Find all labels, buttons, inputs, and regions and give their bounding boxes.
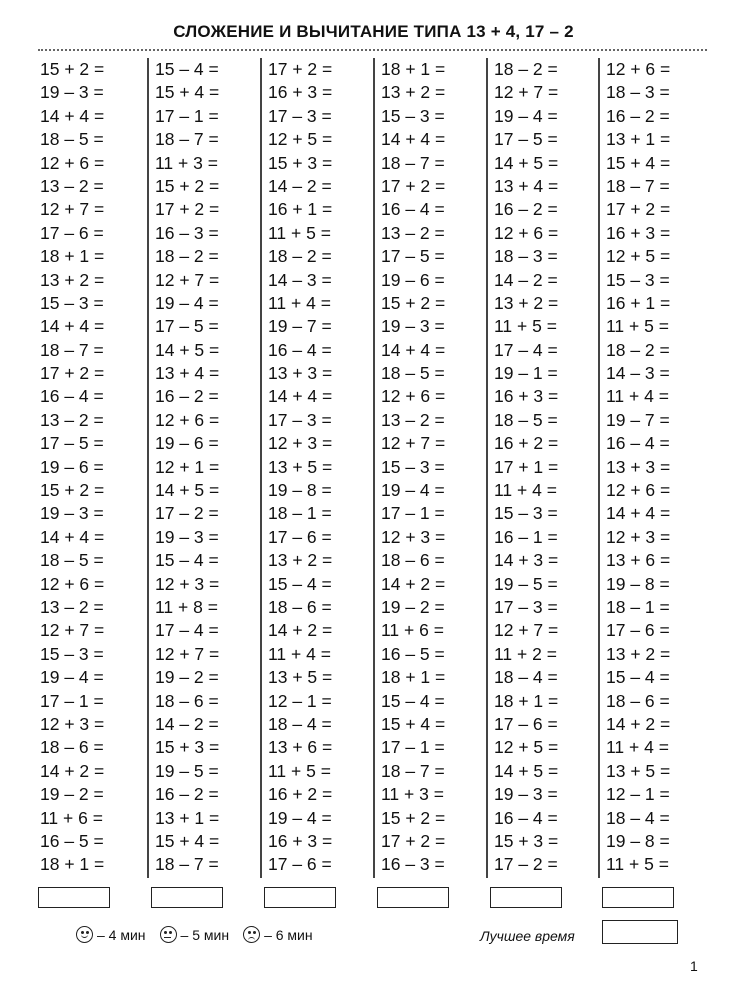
exercise-item: 13 – 2 = <box>381 409 445 430</box>
exercise-item: 14 + 2 = <box>268 620 333 641</box>
exercise-item: 12 + 3 = <box>381 526 446 547</box>
exercise-item: 19 – 4 = <box>268 807 332 828</box>
exercise-item: 18 – 1 = <box>268 503 332 524</box>
exercise-item: 19 – 5 = <box>155 760 219 781</box>
exercise-column <box>147 58 254 878</box>
exercise-column <box>40 58 145 878</box>
exercise-item: 16 + 2 = <box>494 433 559 454</box>
exercise-item: 18 + 1 = <box>381 59 446 79</box>
exercise-item: 12 + 3 = <box>40 713 105 734</box>
exercise-item: 14 + 5 = <box>155 339 220 360</box>
exercise-item: 19 – 3 = <box>40 82 104 103</box>
exercise-item: 16 – 5 = <box>381 643 445 664</box>
exercise-item: 15 – 4 = <box>155 550 219 571</box>
exercise-item: 19 – 2 = <box>381 596 445 617</box>
exercise-item: 18 – 7 = <box>155 854 219 875</box>
exercise-item: 18 – 6 = <box>606 690 670 711</box>
exercise-item: 16 – 4 = <box>40 386 104 407</box>
exercise-item: 17 + 1 = <box>494 456 559 477</box>
exercise-item: 14 – 2 = <box>268 175 332 196</box>
exercise-item: 15 – 3 = <box>494 503 558 524</box>
exercise-item: 14 + 2 = <box>381 573 446 594</box>
exercise-item: 14 + 4 = <box>40 316 105 337</box>
exercise-item: 17 + 2 = <box>381 830 446 851</box>
exercise-item: 12 + 7 = <box>155 643 220 664</box>
exercise-item: 19 – 3 = <box>494 784 558 805</box>
exercise-item: 15 – 3 = <box>606 269 670 290</box>
exercise-item: 19 – 6 = <box>40 456 104 477</box>
exercise-item: 11 + 5 = <box>494 316 557 337</box>
exercise-column <box>260 58 367 878</box>
answer-time-box[interactable] <box>377 887 449 908</box>
exercise-item: 19 – 8 = <box>268 480 332 501</box>
exercise-item: 14 – 3 = <box>268 269 332 290</box>
exercise-item: 15 + 2 = <box>381 807 446 828</box>
exercise-item: 16 + 1 = <box>268 199 333 220</box>
exercise-item: 14 + 4 = <box>268 386 333 407</box>
exercise-item: 17 – 5 = <box>155 316 219 337</box>
exercise-item: 14 + 4 = <box>40 526 105 547</box>
exercise-item: 19 – 7 = <box>606 409 670 430</box>
exercise-item: 15 – 3 = <box>40 643 104 664</box>
exercise-item: 15 + 4 = <box>381 713 446 734</box>
exercise-item: 18 – 6 = <box>40 737 104 758</box>
exercise-item: 14 – 2 = <box>494 269 558 290</box>
answer-time-box[interactable] <box>151 887 223 908</box>
exercise-item: 17 – 5 = <box>40 433 104 454</box>
exercise-item: 18 – 2 = <box>494 59 558 79</box>
exercise-item: 13 + 2 = <box>606 643 671 664</box>
exercise-item: 15 – 3 = <box>40 292 104 313</box>
exercise-item: 16 – 2 = <box>155 784 219 805</box>
legend-label: – 6 мин <box>264 926 313 943</box>
exercise-item: 12 + 7 = <box>40 620 105 641</box>
exercise-item: 13 + 1 = <box>606 129 671 150</box>
exercise-item: 12 + 6 = <box>40 152 105 173</box>
exercise-item: 15 + 3 = <box>494 830 559 851</box>
exercise-item: 14 + 2 = <box>606 713 671 734</box>
best-time-label: Лучшее время <box>480 928 575 944</box>
exercise-item: 17 + 2 = <box>268 59 333 79</box>
exercise-item: 13 + 2 = <box>40 269 105 290</box>
page-number: 1 <box>690 958 698 974</box>
exercise-item: 17 – 2 = <box>494 854 558 875</box>
exercise-item: 13 + 2 = <box>494 292 559 313</box>
exercise-column <box>598 58 705 878</box>
exercise-item: 15 – 4 = <box>268 573 332 594</box>
exercise-item: 13 + 4 = <box>155 363 220 384</box>
exercise-item: 19 – 5 = <box>494 573 558 594</box>
exercise-item: 17 – 3 = <box>494 596 558 617</box>
answer-time-box[interactable] <box>38 887 110 908</box>
exercise-item: 16 + 3 = <box>494 386 559 407</box>
exercise-item: 12 + 5 = <box>606 246 671 267</box>
exercise-item: 18 – 4 = <box>494 667 558 688</box>
exercise-item: 16 – 3 = <box>381 854 445 875</box>
exercise-item: 16 – 4 = <box>494 807 558 828</box>
exercise-item: 18 – 6 = <box>381 550 445 571</box>
exercise-item: 18 – 7 = <box>381 760 445 781</box>
exercise-item: 17 – 1 = <box>381 503 445 524</box>
exercise-item: 17 – 5 = <box>494 129 558 150</box>
exercise-item: 17 – 6 = <box>606 620 670 641</box>
exercise-item: 14 + 2 = <box>40 760 105 781</box>
exercise-item: 18 – 7 = <box>40 339 104 360</box>
exercise-item: 17 – 6 = <box>268 526 332 547</box>
exercise-item: 14 + 5 = <box>494 152 559 173</box>
exercise-item: 15 + 2 = <box>155 175 220 196</box>
exercise-item: 16 + 3 = <box>268 830 333 851</box>
exercise-item: 15 + 4 = <box>155 830 220 851</box>
exercise-item: 19 – 4 = <box>40 667 104 688</box>
exercise-item: 13 – 2 = <box>40 596 104 617</box>
exercise-item: 16 – 4 = <box>381 199 445 220</box>
page-title: СЛОЖЕНИЕ И ВЫЧИТАНИЕ ТИПА 13 + 4, 17 – 2 <box>173 22 574 41</box>
dotted-divider <box>38 49 707 51</box>
exercise-item: 18 – 3 = <box>494 246 558 267</box>
exercise-item: 19 – 6 = <box>381 269 445 290</box>
exercise-item: 18 – 6 = <box>155 690 219 711</box>
exercise-item: 19 – 8 = <box>606 573 670 594</box>
exercise-item: 13 + 3 = <box>268 363 333 384</box>
exercise-item: 17 + 2 = <box>381 175 446 196</box>
exercise-item: 12 + 5 = <box>494 737 559 758</box>
exercise-item: 12 + 7 = <box>494 82 559 103</box>
sad-face-icon <box>243 926 260 943</box>
exercise-item: 16 – 2 = <box>155 386 219 407</box>
exercise-item: 17 – 3 = <box>268 409 332 430</box>
exercise-item: 15 + 2 = <box>40 59 105 79</box>
exercise-item: 11 + 5 = <box>606 854 669 875</box>
exercise-item: 13 + 4 = <box>494 175 559 196</box>
exercise-item: 16 + 3 = <box>268 82 333 103</box>
exercise-item: 18 – 2 = <box>268 246 332 267</box>
exercise-item: 13 + 2 = <box>381 82 446 103</box>
exercise-item: 13 + 5 = <box>268 667 333 688</box>
exercise-item: 16 + 2 = <box>268 784 333 805</box>
answer-time-box[interactable] <box>264 887 336 908</box>
exercise-item: 17 – 6 = <box>40 222 104 243</box>
exercise-item: 13 + 6 = <box>268 737 333 758</box>
exercise-item: 12 + 7 = <box>494 620 559 641</box>
exercise-item: 13 – 2 = <box>381 222 445 243</box>
exercise-item: 19 – 7 = <box>268 316 332 337</box>
exercise-item: 17 – 3 = <box>268 105 332 126</box>
exercise-item: 15 – 3 = <box>381 456 445 477</box>
exercise-item: 15 + 3 = <box>155 737 220 758</box>
exercise-item: 15 – 4 = <box>606 667 670 688</box>
exercise-item: 17 – 2 = <box>155 503 219 524</box>
exercise-column <box>486 58 593 878</box>
smiling-face-icon <box>76 926 93 943</box>
exercise-item: 12 + 1 = <box>155 456 220 477</box>
exercise-item: 14 + 4 = <box>606 503 671 524</box>
exercise-item: 11 + 5 = <box>606 316 669 337</box>
exercise-item: 19 – 3 = <box>40 503 104 524</box>
exercise-item: 12 + 3 = <box>606 526 671 547</box>
exercise-item: 11 + 8 = <box>155 596 218 617</box>
exercise-item: 14 + 5 = <box>155 480 220 501</box>
exercise-item: 16 – 1 = <box>494 526 558 547</box>
legend-label: – 4 мин <box>97 926 146 943</box>
exercise-item: 16 – 4 = <box>606 433 670 454</box>
exercise-item: 11 + 3 = <box>155 152 218 173</box>
exercise-item: 16 – 3 = <box>155 222 219 243</box>
exercise-item: 11 + 2 = <box>494 643 557 664</box>
answer-time-box[interactable] <box>490 887 562 908</box>
exercise-item: 17 + 2 = <box>606 199 671 220</box>
exercise-item: 18 + 1 = <box>381 667 446 688</box>
exercise-item: 17 – 4 = <box>494 339 558 360</box>
exercise-item: 13 + 3 = <box>606 456 671 477</box>
exercise-item: 19 – 3 = <box>381 316 445 337</box>
exercise-item: 17 – 1 = <box>381 737 445 758</box>
exercise-item: 12 + 7 = <box>155 269 220 290</box>
exercise-item: 16 – 5 = <box>40 830 104 851</box>
exercise-item: 18 – 2 = <box>606 339 670 360</box>
exercise-item: 12 + 6 = <box>494 222 559 243</box>
exercise-item: 17 + 2 = <box>155 199 220 220</box>
exercise-item: 12 – 1 = <box>606 784 670 805</box>
exercise-item: 16 + 1 = <box>606 292 671 313</box>
exercise-item: 17 – 5 = <box>381 246 445 267</box>
exercise-item: 17 – 6 = <box>494 713 558 734</box>
exercise-item: 11 + 6 = <box>40 807 103 828</box>
exercise-column <box>373 58 480 878</box>
exercise-item: 18 – 5 = <box>40 550 104 571</box>
exercise-item: 13 – 2 = <box>40 409 104 430</box>
exercise-item: 16 – 4 = <box>268 339 332 360</box>
answer-time-box[interactable] <box>602 887 674 908</box>
exercise-item: 17 – 1 = <box>155 105 219 126</box>
exercise-item: 12 + 3 = <box>268 433 333 454</box>
exercise-item: 18 – 5 = <box>40 129 104 150</box>
exercise-item: 18 + 1 = <box>40 246 105 267</box>
exercise-item: 11 + 4 = <box>268 292 331 313</box>
exercise-item: 11 + 5 = <box>268 760 331 781</box>
exercise-item: 13 + 6 = <box>606 550 671 571</box>
exercise-item: 15 – 4 = <box>155 59 219 79</box>
exercise-item: 18 – 7 = <box>606 175 670 196</box>
exercise-item: 11 + 4 = <box>606 386 669 407</box>
exercise-item: 18 – 6 = <box>268 596 332 617</box>
exercise-item: 19 – 2 = <box>40 784 104 805</box>
exercise-item: 11 + 3 = <box>381 784 444 805</box>
exercise-item: 14 + 5 = <box>494 760 559 781</box>
exercise-grid <box>40 58 705 878</box>
exercise-item: 12 – 1 = <box>268 690 332 711</box>
exercise-item: 17 + 2 = <box>40 363 105 384</box>
exercise-item: 15 + 4 = <box>606 152 671 173</box>
exercise-item: 16 – 2 = <box>606 105 670 126</box>
exercise-item: 18 + 1 = <box>40 854 105 875</box>
exercise-item: 15 + 4 = <box>155 82 220 103</box>
exercise-item: 19 – 4 = <box>494 105 558 126</box>
exercise-item: 19 – 1 = <box>494 363 558 384</box>
exercise-item: 14 + 4 = <box>40 105 105 126</box>
exercise-item: 13 + 5 = <box>606 760 671 781</box>
exercise-item: 19 – 8 = <box>606 830 670 851</box>
exercise-item: 12 + 6 = <box>606 59 671 79</box>
exercise-item: 19 – 4 = <box>155 292 219 313</box>
exercise-item: 14 + 4 = <box>381 129 446 150</box>
exercise-item: 11 + 5 = <box>268 222 331 243</box>
exercise-item: 18 – 4 = <box>268 713 332 734</box>
exercise-item: 18 + 1 = <box>494 690 559 711</box>
exercise-item: 18 – 5 = <box>494 409 558 430</box>
best-time-box[interactable] <box>602 920 678 944</box>
exercise-item: 14 – 2 = <box>155 713 219 734</box>
exercise-item: 19 – 6 = <box>155 433 219 454</box>
exercise-item: 12 + 7 = <box>40 199 105 220</box>
legend-label: – 5 мин <box>180 926 230 943</box>
exercise-item: 18 – 5 = <box>381 363 445 384</box>
exercise-item: 18 – 3 = <box>606 82 670 103</box>
exercise-item: 15 – 3 = <box>381 105 445 126</box>
exercise-item: 18 – 4 = <box>606 807 670 828</box>
exercise-item: 13 + 5 = <box>268 456 333 477</box>
exercise-item: 11 + 4 = <box>494 480 557 501</box>
exercise-item: 13 – 2 = <box>40 175 104 196</box>
exercise-item: 12 + 6 = <box>40 573 105 594</box>
time-legend <box>76 926 327 943</box>
exercise-item: 18 – 7 = <box>155 129 219 150</box>
exercise-item: 12 + 7 = <box>381 433 446 454</box>
exercise-item: 17 – 4 = <box>155 620 219 641</box>
exercise-item: 11 + 6 = <box>381 620 444 641</box>
exercise-item: 15 – 4 = <box>381 690 445 711</box>
exercise-item: 15 + 2 = <box>40 480 105 501</box>
exercise-item: 15 + 3 = <box>268 152 333 173</box>
exercise-item: 18 – 2 = <box>155 246 219 267</box>
exercise-item: 17 – 6 = <box>268 854 332 875</box>
exercise-item: 15 + 2 = <box>381 292 446 313</box>
exercise-item: 14 + 4 = <box>381 339 446 360</box>
exercise-item: 12 + 6 = <box>155 409 220 430</box>
exercise-item: 12 + 3 = <box>155 573 220 594</box>
exercise-item: 13 + 2 = <box>268 550 333 571</box>
exercise-item: 18 – 7 = <box>381 152 445 173</box>
exercise-item: 16 + 3 = <box>606 222 671 243</box>
exercise-item: 16 – 2 = <box>494 199 558 220</box>
exercise-item: 12 + 6 = <box>606 480 671 501</box>
exercise-item: 14 + 3 = <box>494 550 559 571</box>
exercise-item: 19 – 3 = <box>155 526 219 547</box>
exercise-item: 12 + 6 = <box>381 386 446 407</box>
exercise-item: 11 + 4 = <box>606 737 669 758</box>
exercise-item: 19 – 2 = <box>155 667 219 688</box>
exercise-item: 13 + 1 = <box>155 807 220 828</box>
exercise-item: 17 – 1 = <box>40 690 104 711</box>
neutral-face-icon <box>160 926 177 943</box>
exercise-item: 12 + 5 = <box>268 129 333 150</box>
exercise-item: 14 – 3 = <box>606 363 670 384</box>
exercise-item: 18 – 1 = <box>606 596 670 617</box>
exercise-item: 11 + 4 = <box>268 643 331 664</box>
exercise-item: 19 – 4 = <box>381 480 445 501</box>
